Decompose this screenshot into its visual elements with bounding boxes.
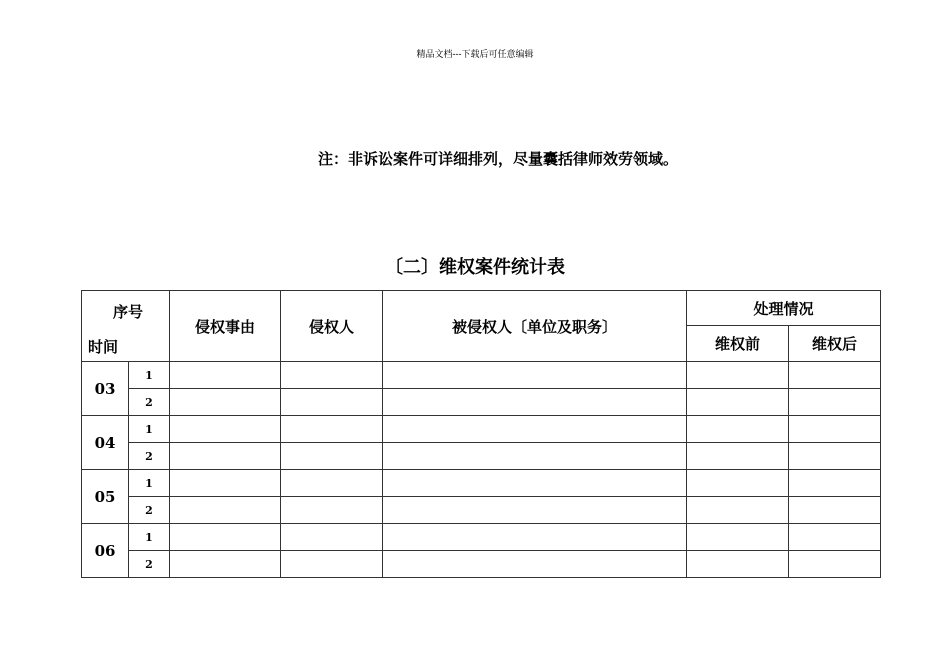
before-cell xyxy=(687,416,789,443)
before-cell xyxy=(687,524,789,551)
reason-cell xyxy=(170,362,281,389)
index-cell: 2 xyxy=(129,497,170,524)
col-header-reason: 侵权事由 xyxy=(170,291,281,362)
victim-cell xyxy=(383,362,687,389)
after-cell xyxy=(789,362,881,389)
after-cell xyxy=(789,470,881,497)
after-cell xyxy=(789,497,881,524)
after-cell xyxy=(789,524,881,551)
infringer-cell xyxy=(281,362,383,389)
before-cell xyxy=(687,362,789,389)
infringer-cell xyxy=(281,497,383,524)
before-cell xyxy=(687,443,789,470)
time-cell: 05 xyxy=(82,470,129,524)
before-cell xyxy=(687,470,789,497)
table-row xyxy=(82,470,881,497)
table-row xyxy=(82,497,881,524)
page-header: 精品文档---下载后可任意编辑 xyxy=(416,50,534,60)
infringer-cell xyxy=(281,416,383,443)
victim-cell xyxy=(383,551,687,578)
time-cell: 04 xyxy=(82,416,129,470)
reason-cell xyxy=(170,551,281,578)
table-row xyxy=(82,416,881,443)
infringer-cell xyxy=(281,389,383,416)
table-title: 〔二〕维权案件统计表 xyxy=(385,257,565,278)
rights-cases-table xyxy=(81,290,881,578)
col-header-victim: 被侵权人〔单位及职务〕 xyxy=(383,291,687,362)
before-cell xyxy=(687,497,789,524)
col-header-after: 维权后 xyxy=(789,326,881,362)
table-row xyxy=(82,551,881,578)
reason-cell xyxy=(170,470,281,497)
index-cell: 2 xyxy=(129,389,170,416)
col-header-handling: 处理情况 xyxy=(687,291,881,326)
table-row xyxy=(82,524,881,551)
index-cell: 1 xyxy=(129,416,170,443)
header-row-1 xyxy=(82,291,881,326)
after-cell xyxy=(789,389,881,416)
col-header-before: 维权前 xyxy=(687,326,789,362)
corner-label-serial: 序号 xyxy=(113,303,144,321)
col-header-infringer: 侵权人 xyxy=(281,291,383,362)
infringer-cell xyxy=(281,470,383,497)
index-cell: 1 xyxy=(129,362,170,389)
reason-cell xyxy=(170,524,281,551)
infringer-cell xyxy=(281,443,383,470)
victim-cell xyxy=(383,470,687,497)
index-cell: 2 xyxy=(129,443,170,470)
time-cell: 03 xyxy=(82,362,129,416)
before-cell xyxy=(687,551,789,578)
index-cell: 1 xyxy=(129,470,170,497)
index-cell: 1 xyxy=(129,524,170,551)
reason-cell xyxy=(170,443,281,470)
index-cell: 2 xyxy=(129,551,170,578)
note-text: 注：非诉讼案件可详细排列，尽量囊括律师效劳领域。 xyxy=(318,150,679,168)
reason-cell xyxy=(170,389,281,416)
before-cell xyxy=(687,389,789,416)
after-cell xyxy=(789,416,881,443)
victim-cell xyxy=(383,416,687,443)
corner-label-time: 时间 xyxy=(88,338,119,356)
table-row xyxy=(82,389,881,416)
infringer-cell xyxy=(281,551,383,578)
table-row xyxy=(82,443,881,470)
table-row xyxy=(82,362,881,389)
after-cell xyxy=(789,551,881,578)
after-cell xyxy=(789,443,881,470)
victim-cell xyxy=(383,443,687,470)
time-cell: 06 xyxy=(82,524,129,578)
victim-cell xyxy=(383,389,687,416)
corner-header-cell xyxy=(82,291,170,362)
reason-cell xyxy=(170,497,281,524)
victim-cell xyxy=(383,524,687,551)
infringer-cell xyxy=(281,524,383,551)
reason-cell xyxy=(170,416,281,443)
victim-cell xyxy=(383,497,687,524)
